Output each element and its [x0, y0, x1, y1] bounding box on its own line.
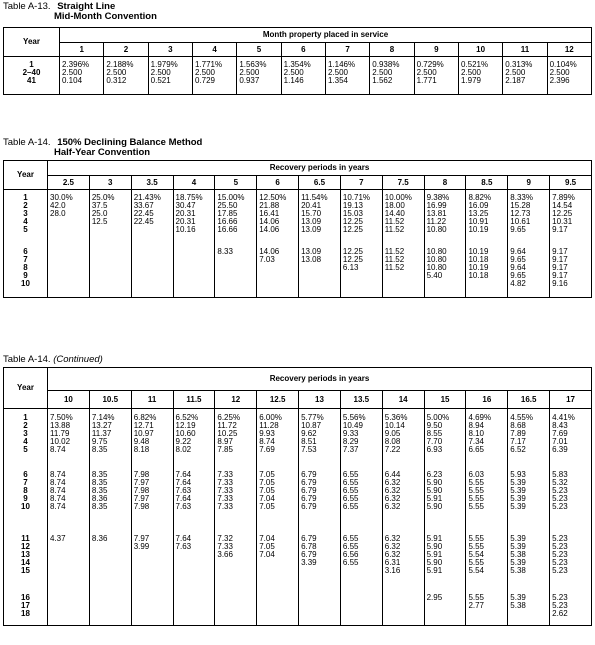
- column-header: 3: [89, 176, 131, 190]
- table-cell: [340, 590, 382, 626]
- column-header: 7: [325, 43, 369, 57]
- column-header: 6.5: [299, 176, 341, 190]
- year-header: Year: [4, 161, 48, 190]
- column-header: 10: [48, 391, 90, 409]
- table-cell: 11.52 11.52 11.52: [382, 242, 424, 298]
- table-cell: 10.00% 18.00 14.40 11.52 11.52: [382, 190, 424, 242]
- column-header: 8: [424, 176, 466, 190]
- table-cell: 0.938% 2.500 1.562: [370, 57, 414, 95]
- table-a14-prefix: Table A-14.: [3, 137, 51, 148]
- table-a13-subtitle: Mid-Month Convention: [54, 11, 157, 22]
- table-cell: 10.80 10.80 10.80 5.40: [424, 242, 466, 298]
- table-cell: 9.17 9.17 9.17 9.17 9.16: [550, 242, 592, 298]
- column-header: 16: [466, 391, 508, 409]
- table-cell: [173, 242, 215, 298]
- table-cell: 6.00% 11.28 9.93 8.74 7.69: [257, 409, 299, 465]
- table-a13-title: Straight Line: [57, 1, 116, 12]
- table-cell: 1.979% 2.500 0.521: [148, 57, 192, 95]
- table-a13-caption: [3, 2, 157, 22]
- table-cell: 6.25% 11.72 10.25 8.97 7.85: [215, 409, 257, 465]
- table-cell: 5.23 5.23 2.62: [550, 590, 592, 626]
- table-cell: 5.55 5.55 5.54 5.55 5.54: [466, 524, 508, 590]
- table-cell: 5.83 5.32 5.23 5.23 5.23: [550, 465, 592, 524]
- table-cell: 5.91 5.90 5.91 5.90 5.91: [424, 524, 466, 590]
- table-cell: 6.82% 12.71 10.97 9.48 8.18: [131, 409, 173, 465]
- table-cell: 8.36: [89, 524, 131, 590]
- year-header: Year: [4, 28, 60, 57]
- table-cell: 1.563% 2.500 0.937: [237, 57, 281, 95]
- table-a14c-prefix: Table A-14.: [3, 354, 51, 365]
- year-cell: 6 7 8 9 10: [4, 242, 48, 298]
- table-a14-continued: [3, 367, 592, 626]
- table-cell: 7.14% 13.27 11.37 9.75 8.35: [89, 409, 131, 465]
- table-cell: 0.104% 2.500 2.396: [547, 57, 591, 95]
- table-cell: 6.79 6.78 6.79 3.39: [299, 524, 341, 590]
- table-cell: 11.54% 20.41 15.70 13.09 13.09: [299, 190, 341, 242]
- year-cell: 1 2 3 4 5: [4, 409, 48, 465]
- column-header: 11: [131, 391, 173, 409]
- table-cell: [215, 590, 257, 626]
- group-header: Month property placed in service: [60, 28, 592, 43]
- table-a13: [3, 27, 592, 95]
- column-header: 2: [104, 43, 148, 57]
- table-a14-title: 150% Declining Balance Method: [57, 137, 203, 148]
- group-header: Recovery periods in years: [48, 368, 592, 391]
- table-cell: 1.354% 2.500 1.146: [281, 57, 325, 95]
- year-header: Year: [4, 368, 48, 409]
- table-cell: [131, 242, 173, 298]
- table-cell: 8.33: [215, 242, 257, 298]
- table-cell: 7.04 7.05 7.04: [257, 524, 299, 590]
- table-cell: 7.97 3.99: [131, 524, 173, 590]
- year-cell: 1 2–40 41: [4, 57, 60, 95]
- column-header: 12: [215, 391, 257, 409]
- column-header: 11.5: [173, 391, 215, 409]
- column-header: 5: [237, 43, 281, 57]
- column-header: 11: [503, 43, 547, 57]
- column-header: 12.5: [257, 391, 299, 409]
- table-cell: [173, 590, 215, 626]
- table-cell: 0.729% 2.500 1.771: [414, 57, 458, 95]
- column-header: 15: [424, 391, 466, 409]
- table-cell: 2.188% 2.500 0.312: [104, 57, 148, 95]
- table-cell: [48, 590, 90, 626]
- table-cell: [89, 590, 131, 626]
- column-header: 6: [257, 176, 299, 190]
- table-cell: 8.33% 15.28 12.73 10.61 9.65: [508, 190, 550, 242]
- table-cell: 4.37: [48, 524, 90, 590]
- column-header: 6: [281, 43, 325, 57]
- table-cell: 5.77% 10.87 9.62 8.51 7.53: [299, 409, 341, 465]
- table-cell: 7.50% 13.88 11.79 10.02 8.74: [48, 409, 90, 465]
- table-cell: 7.98 7.97 7.98 7.97 7.98: [131, 465, 173, 524]
- table-cell: 4.55% 8.68 7.89 7.17 6.52: [508, 409, 550, 465]
- column-header: 13: [299, 391, 341, 409]
- table-cell: 5.56% 10.49 9.33 8.29 7.37: [340, 409, 382, 465]
- table-a14: [3, 160, 592, 298]
- column-header: 8.5: [466, 176, 508, 190]
- column-header: 10.5: [89, 391, 131, 409]
- table-cell: 13.09 13.08: [299, 242, 341, 298]
- table-cell: 8.74 8.74 8.74 8.74 8.74: [48, 465, 90, 524]
- table-cell: 6.55 6.55 6.56 6.55: [340, 524, 382, 590]
- table-cell: 8.35 8.35 8.35 8.36 8.35: [89, 465, 131, 524]
- table-cell: 7.05 7.05 7.05 7.04 7.05: [257, 465, 299, 524]
- table-a14-subtitle: Half-Year Convention: [54, 147, 151, 158]
- table-cell: 7.33 7.33 7.33 7.33 7.33: [215, 465, 257, 524]
- table-cell: 18.75% 30.47 20.31 20.31 10.16: [173, 190, 215, 242]
- table-cell: 9.64 9.65 9.64 9.65 4.82: [508, 242, 550, 298]
- column-header: 17: [550, 391, 592, 409]
- table-cell: 5.39 5.38: [508, 590, 550, 626]
- table-cell: 5.23 5.23 5.23 5.23 5.23: [550, 524, 592, 590]
- table-a14-continued-caption: [3, 355, 103, 365]
- group-header: Recovery periods in years: [48, 161, 592, 176]
- column-header: 13.5: [340, 391, 382, 409]
- table-cell: 2.396% 2.500 0.104: [60, 57, 104, 95]
- column-header: 8: [370, 43, 414, 57]
- column-header: 10: [458, 43, 502, 57]
- column-header: 9.5: [550, 176, 592, 190]
- table-cell: [257, 590, 299, 626]
- column-header: 9: [414, 43, 458, 57]
- table-cell: [131, 590, 173, 626]
- column-header: 9: [508, 176, 550, 190]
- table-cell: 5.00% 9.50 8.55 7.70 6.93: [424, 409, 466, 465]
- table-cell: 12.25 12.25 6.13: [340, 242, 382, 298]
- table-cell: [48, 242, 90, 298]
- table-cell: 6.32 6.32 6.32 6.31 3.16: [382, 524, 424, 590]
- column-header: 16.5: [508, 391, 550, 409]
- table-cell: 8.82% 16.09 13.25 10.91 10.19: [466, 190, 508, 242]
- table-cell: 12.50% 21.88 16.41 14.06 14.06: [257, 190, 299, 242]
- column-header: 3: [148, 43, 192, 57]
- table-cell: 6.03 5.55 5.55 5.55 5.55: [466, 465, 508, 524]
- table-a13-prefix: Table A-13.: [3, 1, 51, 12]
- table-cell: [382, 590, 424, 626]
- table-cell: [89, 242, 131, 298]
- table-cell: 5.55 2.77: [466, 590, 508, 626]
- table-cell: 2.95: [424, 590, 466, 626]
- table-cell: 1.146% 2.500 1.354: [325, 57, 369, 95]
- table-cell: 4.41% 8.43 7.69 7.01 6.39: [550, 409, 592, 465]
- column-header: 3.5: [131, 176, 173, 190]
- table-cell: 21.43% 33.67 22.45 22.45: [131, 190, 173, 242]
- table-cell: 15.00% 25.50 17.85 16.66 16.66: [215, 190, 257, 242]
- table-cell: 7.32 7.33 3.66: [215, 524, 257, 590]
- table-cell: 7.64 7.63: [173, 524, 215, 590]
- table-cell: 5.39 5.39 5.38 5.39 5.38: [508, 524, 550, 590]
- year-cell: 16 17 18: [4, 590, 48, 626]
- table-cell: 7.64 7.64 7.63 7.64 7.63: [173, 465, 215, 524]
- table-cell: 7.89% 14.54 12.25 10.31 9.17: [550, 190, 592, 242]
- column-header: 7.5: [382, 176, 424, 190]
- column-header: 1: [60, 43, 104, 57]
- table-cell: 14.06 7.03: [257, 242, 299, 298]
- table-cell: 6.55 6.55 6.55 6.55 6.55: [340, 465, 382, 524]
- table-cell: 5.36% 10.14 9.05 8.08 7.22: [382, 409, 424, 465]
- table-cell: 0.521% 2.500 1.979: [458, 57, 502, 95]
- table-cell: 0.313% 2.500 2.187: [503, 57, 547, 95]
- column-header: 7: [340, 176, 382, 190]
- table-a14c-continued: (Continued): [53, 354, 103, 365]
- column-header: 14: [382, 391, 424, 409]
- table-cell: 30.0% 42.0 28.0: [48, 190, 90, 242]
- column-header: 12: [547, 43, 591, 57]
- table-a14-caption: [3, 138, 202, 158]
- table-cell: 6.79 6.79 6.79 6.79 6.79: [299, 465, 341, 524]
- column-header: 2.5: [48, 176, 90, 190]
- table-cell: 1.771% 2.500 0.729: [192, 57, 236, 95]
- table-cell: 10.19 10.18 10.19 10.18: [466, 242, 508, 298]
- table-cell: 6.23 5.90 5.90 5.91 5.90: [424, 465, 466, 524]
- table-cell: 6.44 6.32 6.32 6.32 6.32: [382, 465, 424, 524]
- table-cell: 4.69% 8.94 8.10 7.34 6.65: [466, 409, 508, 465]
- year-cell: 1 2 3 4 5: [4, 190, 48, 242]
- column-header: 4: [192, 43, 236, 57]
- year-cell: 11 12 13 14 15: [4, 524, 48, 590]
- table-cell: 10.71% 19.13 15.03 12.25 12.25: [340, 190, 382, 242]
- table-cell: 6.52% 12.19 10.60 9.22 8.02: [173, 409, 215, 465]
- table-cell: [299, 590, 341, 626]
- table-cell: 5.93 5.39 5.39 5.39 5.39: [508, 465, 550, 524]
- column-header: 4: [173, 176, 215, 190]
- column-header: 5: [215, 176, 257, 190]
- table-cell: 25.0% 37.5 25.0 12.5: [89, 190, 131, 242]
- table-cell: 9.38% 16.99 13.81 11.22 10.80: [424, 190, 466, 242]
- year-cell: 6 7 8 9 10: [4, 465, 48, 524]
